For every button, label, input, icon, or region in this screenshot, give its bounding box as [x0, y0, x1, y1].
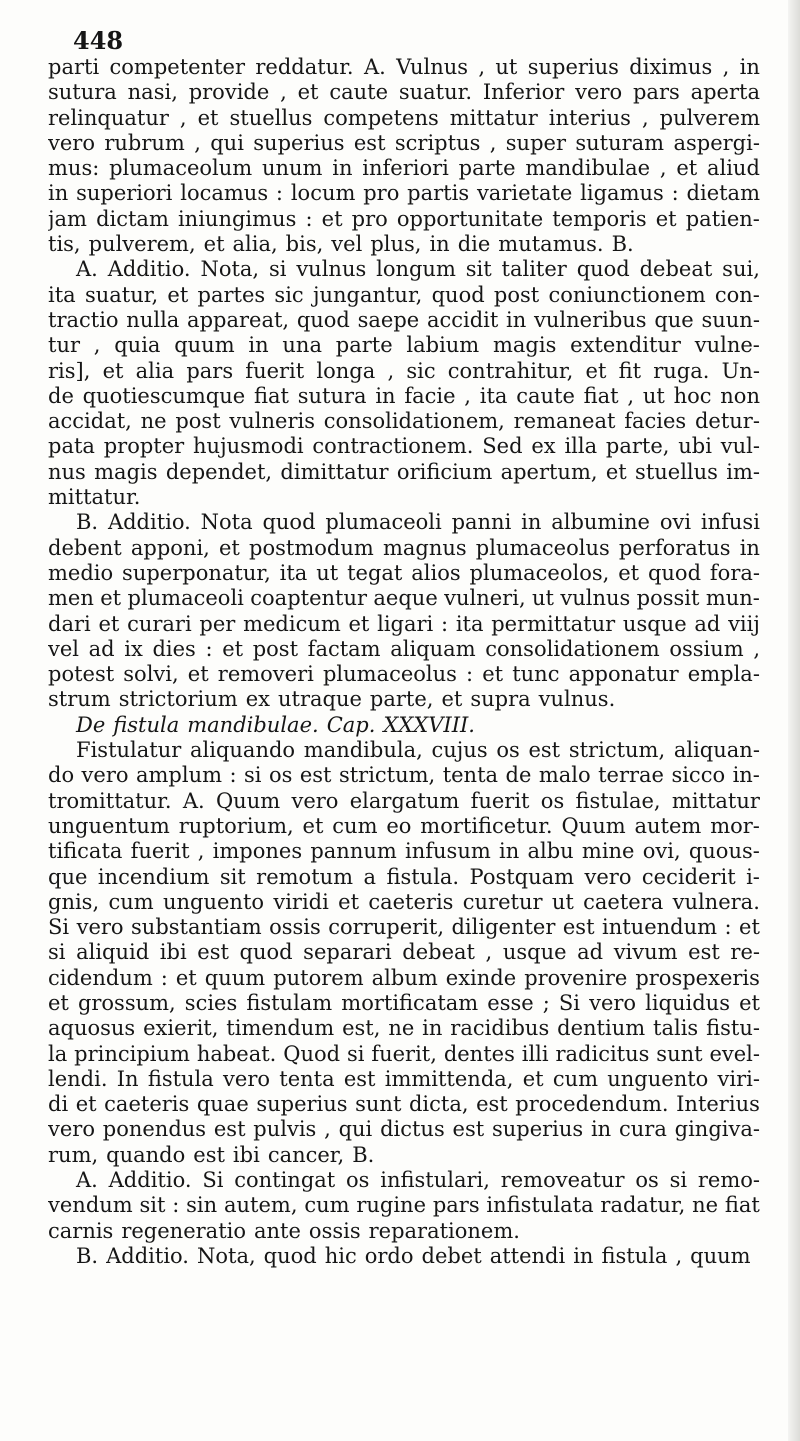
- text-line: dari et curari per medicum et ligari : ita permittatur usque ad viij: [48, 611, 760, 636]
- text-line: tractio nulla appareat, quod saepe accidit in vulneribus que suun-: [48, 307, 760, 332]
- text-line: strum strictorium ex utraque parte, et supra vulnus.: [48, 687, 616, 712]
- heading-line: De fistula mandibulae. Cap. XXXVIII.: [76, 712, 475, 737]
- text-line: lendi. In fistula vero tenta est immittenda, et cum unguento viri-: [48, 1066, 760, 1091]
- paragraph: [48, 257, 760, 510]
- text-line: aquosus exierit, timendum est, ne in racidibus dentium talis fistu-: [48, 1016, 760, 1041]
- text-line: vero rubrum , qui superius est scriptus , super suturam aspergi-: [48, 130, 760, 155]
- text-line: potest solvi, et removeri plumaceolus : et tunc apponatur empla-: [48, 662, 760, 687]
- text-line: relinquatur , et stuellus competens mittatur interius , pulverem: [48, 105, 760, 130]
- paragraph: [48, 1244, 760, 1269]
- page-number: 448: [73, 26, 124, 55]
- text-line: de quotiescumque fiat sutura in facie , ita caute fiat , ut hoc non: [48, 383, 760, 408]
- text-line: vel ad ix dies : et post factam aliquam consolidationem ossium ,: [48, 636, 760, 661]
- text-line: rum, quando est ibi cancer, B.: [48, 1142, 375, 1167]
- text-line: mittatur.: [48, 485, 141, 510]
- text-line: que incendium sit remotum a fistula. Postquam vero ceciderit i-: [48, 864, 760, 889]
- text-line: sutura nasi, provide , et caute suatur. Inferior vero pars aperta: [48, 80, 760, 105]
- text-line: Si vero substantiam ossis corruperit, diligenter est intuendum : et: [48, 915, 760, 940]
- text-line: cidendum : et quum putorem album exinde provenire prospexeris: [48, 965, 760, 990]
- text-line: tur , quia quum in una parte labium magis extenditur vulne-: [48, 333, 760, 358]
- text-line: gnis, cum unguento viridi et caeteris curetur ut caetera vulnera.: [48, 889, 760, 914]
- text-line: A. Additio. Nota, si vulnus longum sit taliter quod debeat sui,: [76, 257, 760, 282]
- text-line: mus: plumaceolum unum in inferiori parte mandibulae , et aliud: [48, 156, 760, 181]
- text-line: B. Additio. Nota, quod hic ordo debet attendi in fistula , quum: [76, 1243, 751, 1268]
- text-line: do vero amplum : si os est strictum, tenta de malo terrae sicco in-: [48, 763, 760, 788]
- page-edge-shadow: [788, 0, 800, 1441]
- text-line: et grossum, scies fistulam mortificatam esse ; Si vero liquidus et: [48, 990, 760, 1015]
- paragraph: [48, 55, 760, 257]
- text-line: vendum sit : sin autem, cum rugine pars infistulata radatur, ne fiat: [48, 1193, 760, 1218]
- text-line: parti competenter reddatur. A. Vulnus , ut superius diximus , in: [48, 55, 760, 79]
- text-line: vero ponendus est pulvis , qui dictus est superius in cura gingiva-: [48, 1117, 760, 1142]
- body-text: [48, 55, 760, 1269]
- text-line: si aliquid ibi est quod separari debeat , usque ad vivum est re-: [48, 940, 760, 965]
- text-line: tis, pulverem, et alia, bis, vel plus, in die mutamus. B.: [48, 232, 634, 257]
- text-line: B. Additio. Nota quod plumaceoli panni in albumine ovi infusi: [76, 510, 760, 535]
- text-line: ris], et alia pars fuerit longa , sic contrahitur, et fit ruga. Un-: [48, 358, 760, 383]
- text-line: di et caeteris quae superius sunt dicta, est procedendum. Interius: [48, 1092, 760, 1117]
- text-line: accidat, ne post vulneris consolidationem, remaneat facies detur-: [48, 409, 760, 434]
- text-line: pata propter hujusmodi contractionem. Sed ex illa parte, ubi vul-: [48, 434, 760, 459]
- text-line: nus magis dependet, dimittatur orificium apertum, et stuellus im-: [48, 459, 760, 484]
- text-line: A. Additio. Si contingat os infistulari, removeatur os si remo-: [76, 1168, 760, 1193]
- text-line: debent apponi, et postmodum magnus plumaceolus perforatus in: [48, 535, 760, 560]
- text-line: in superiori locamus : locum pro partis varietate ligamus : dietam: [48, 181, 760, 206]
- text-line: tromittatur. A. Quum vero elargatum fuerit os fistulae, mittatur: [48, 788, 760, 813]
- paragraph: [48, 738, 760, 1168]
- text-line: unguentum ruptorium, et cum eo mortificetur. Quum autem mor-: [48, 813, 760, 838]
- paragraph: [48, 1168, 760, 1244]
- text-line: jam dictam iniungimus : et pro opportunitate temporis et patien-: [48, 206, 760, 231]
- text-line: tificata fuerit , impones pannum infusum in albu mine ovi, quous-: [48, 839, 760, 864]
- text-line: men et plumaceoli coaptentur aeque vulneri, ut vulnus possit mun-: [48, 586, 760, 611]
- text-line: la principium habeat. Quod si fuerit, dentes illi radicitus sunt evel-: [48, 1041, 760, 1066]
- text-line: Fistulatur aliquando mandibula, cujus os est strictum, aliquan-: [76, 738, 760, 763]
- text-line: ita suatur, et partes sic jungantur, quod post coniunctionem con-: [48, 282, 760, 307]
- chapter-heading: [48, 713, 760, 738]
- text-line: medio superponatur, ita ut tegat alios plumaceolos, et quod fora-: [48, 560, 760, 585]
- text-line: carnis regeneratio ante ossis reparationem.: [48, 1218, 520, 1243]
- paragraph: [48, 510, 760, 712]
